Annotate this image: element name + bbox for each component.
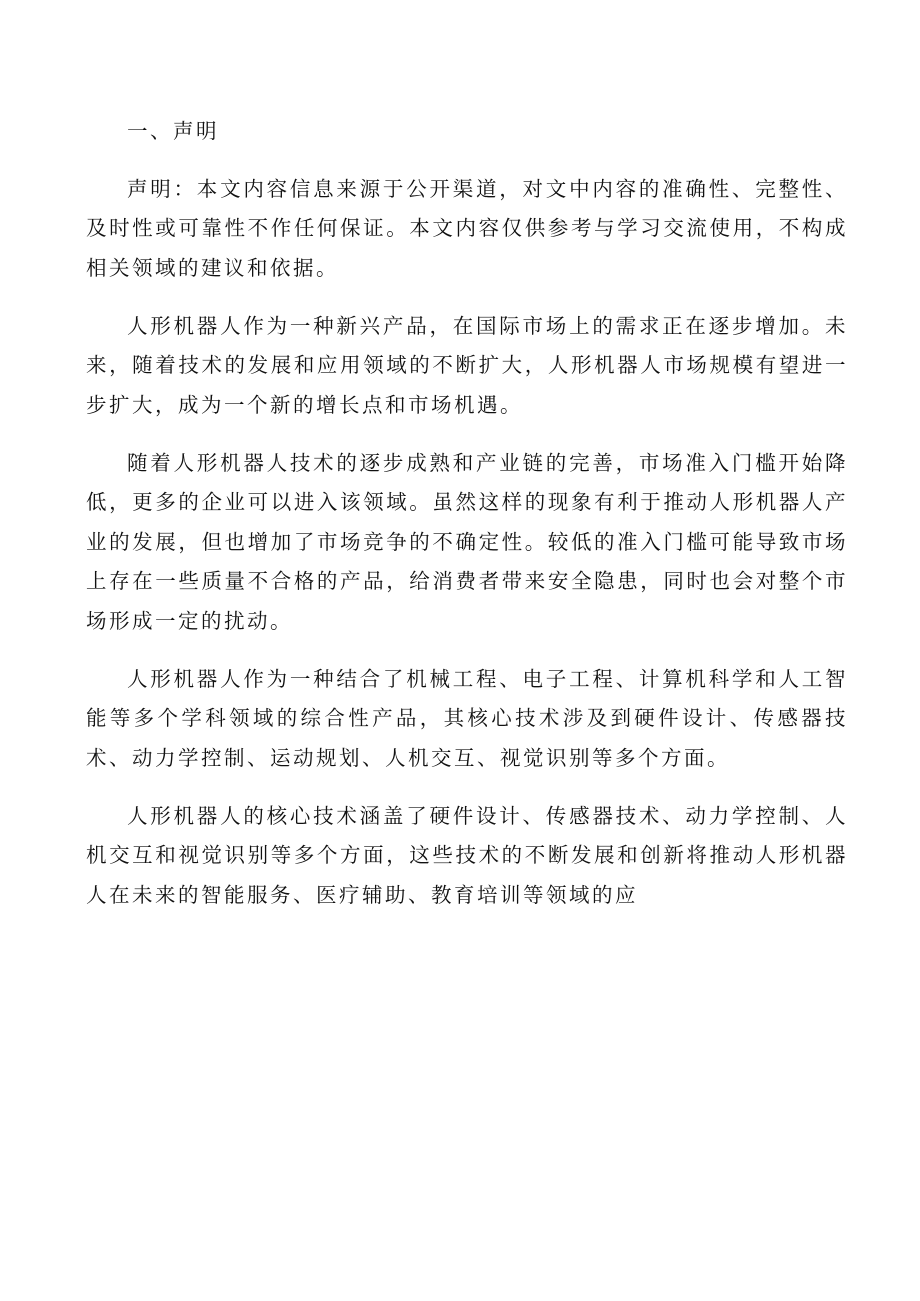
section-heading: 一、声明	[127, 119, 219, 143]
body-paragraph: 人形机器人作为一种新兴产品，在国际市场上的需求正在逐步增加。未来，随着技术的发展和应用领域的不断扩大，人形机器人市场规模有望进一步扩大，成为一个新的增长点和市场机遇。	[86, 313, 848, 417]
body-paragraph: 随着人形机器人技术的逐步成熟和产业链的完善，市场准入门槛开始降低，更多的企业可以进入该领域。虽然这样的现象有利于推动人形机器人产业的发展，但也增加了市场竞争的不确定性。较低的准入门槛可能导致市场上存在一些质量不合格的产品，给消费者带来安全隐患，同时也会对整个市场形成一定的扰动。	[86, 450, 848, 633]
body-paragraph: 人形机器人的核心技术涵盖了硬件设计、传感器技术、动力学控制、人机交互和视觉识别等多个方面，这些技术的不断发展和创新将推动人形机器人在未来的智能服务、医疗辅助、教育培训等领域的应	[86, 803, 848, 907]
disclaimer-paragraph: 声明：本文内容信息来源于公开渠道，对文中内容的准确性、完整性、及时性或可靠性不作任何保证。本文内容仅供参考与学习交流使用，不构成相关领域的建议和依据。	[86, 176, 848, 280]
document-body	[86, 112, 848, 934]
body-paragraph: 人形机器人作为一种结合了机械工程、电子工程、计算机科学和人工智能等多个学科领域的综合性产品，其核心技术涉及到硬件设计、传感器技术、动力学控制、运动规划、人机交互、视觉识别等多个方面。	[86, 666, 848, 770]
